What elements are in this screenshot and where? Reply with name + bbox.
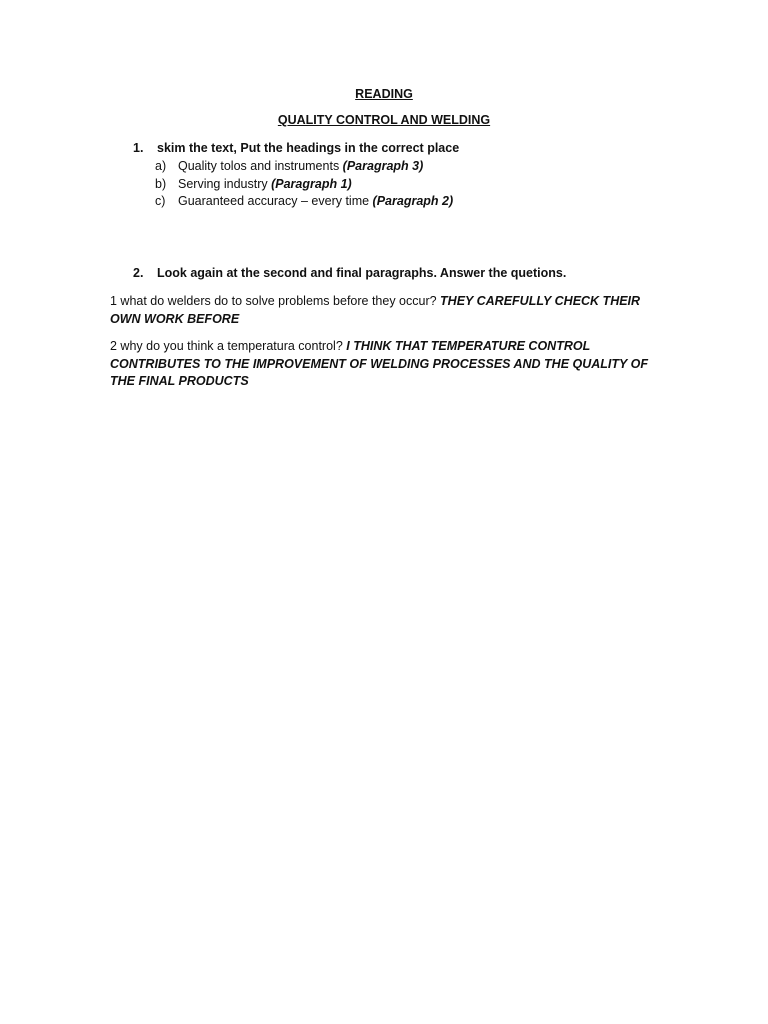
list-item — [155, 158, 453, 176]
list-item-text: Serving industry — [178, 176, 272, 191]
answer-text: I THINK THAT TEMPERATURE CONTROL CONTRIBUTES TO THE IMPROVEMENT OF WELDING PROCESSES AND THE QUALITY OF THE FINAL PRODUCTS — [110, 339, 648, 388]
paragraph-reference: (Paragraph 3) — [342, 159, 424, 173]
question-2-prompt: Look again at the second and final paragraphs. Answer the quetions. — [157, 266, 567, 280]
list-item-text: Guaranteed accuracy – every time — [178, 194, 373, 208]
document-title: READING — [355, 87, 413, 101]
list-item-text: Quality tolos and instruments — [178, 159, 343, 173]
answer-paragraph-1 — [110, 293, 650, 328]
paragraph-reference: (Paragraph 1) — [271, 176, 352, 191]
question-1-list — [155, 158, 453, 211]
answer-text: THEY CAREFULLY CHECK THEIR OWN WORK BEFORE — [110, 294, 641, 326]
question-2-number: 2. — [133, 266, 144, 280]
answer-question-text: 2 why do you think a temperatura control? — [110, 339, 347, 353]
question-1-heading — [133, 140, 459, 158]
question-1-prompt: skim the text, Put the headings in the correct place — [157, 141, 460, 155]
paragraph-reference: (Paragraph 2) — [372, 194, 454, 208]
list-item-letter: c) — [155, 194, 166, 208]
list-item — [155, 193, 453, 211]
question-2-heading — [133, 265, 566, 283]
question-1-number: 1. — [133, 141, 144, 155]
list-item-letter: a) — [155, 159, 167, 173]
list-item — [155, 176, 453, 194]
document-subtitle: QUALITY CONTROL AND WELDING — [277, 113, 491, 127]
answer-question-text: 1 what do welders do to solve problems before they occur? — [110, 294, 441, 308]
answer-paragraph-2 — [110, 338, 650, 391]
list-item-letter: b) — [155, 176, 167, 191]
